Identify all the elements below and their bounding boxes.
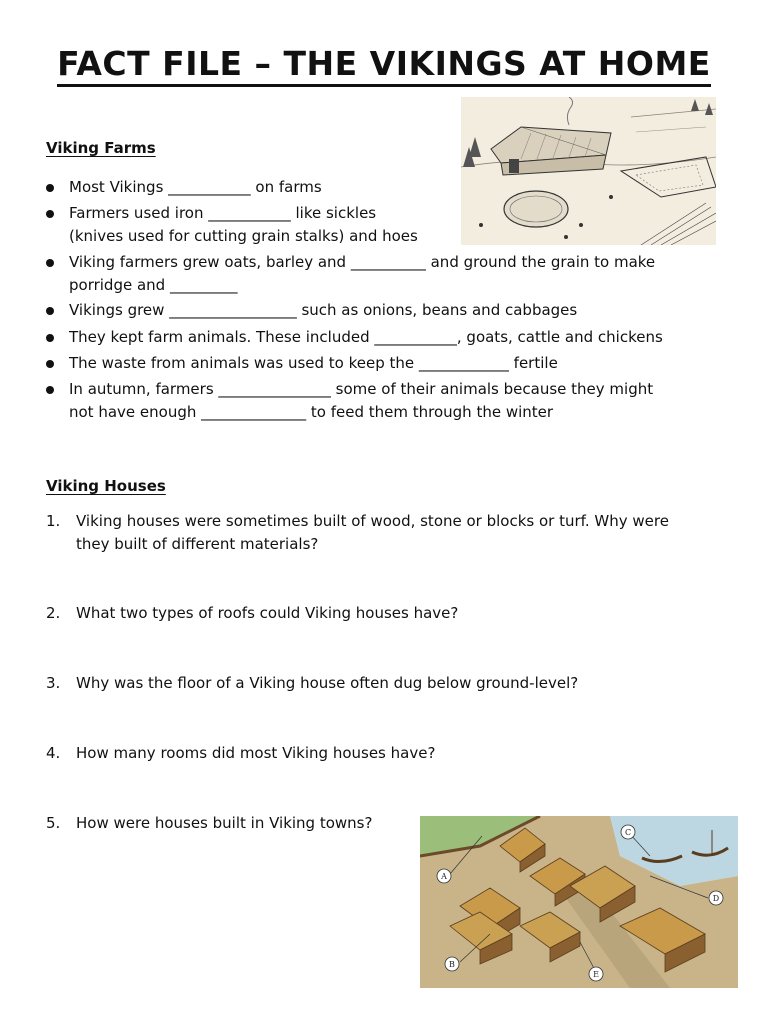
question-2: What two types of roofs could Viking houses have? — [76, 604, 459, 622]
farms-heading: Viking Farms — [46, 139, 156, 157]
bullet-dot — [46, 259, 54, 267]
farm-fact-2-cont: (knives used for cutting grain stalks) and hoes — [69, 227, 418, 245]
question-3: Why was the floor of a Viking house often dug below ground-level? — [76, 674, 579, 692]
farm-fact-3-cont: porridge and _________ — [69, 276, 238, 294]
question-1: Viking houses were sometimes built of wood, stone or blocks or turf. Why were — [76, 512, 669, 530]
farm-fact-3: Viking farmers grew oats, barley and __________ and ground the grain to make — [69, 253, 656, 271]
farm-fact-6: The waste from animals was used to keep the ____________ fertile — [69, 354, 558, 372]
town-label-c: C — [624, 828, 632, 837]
question-5: How were houses built in Viking towns? — [76, 814, 373, 832]
bullet-dot — [46, 386, 54, 394]
farm-fact-2: Farmers used iron ___________ like sickles — [69, 204, 377, 222]
viking-town-illustration — [420, 816, 738, 988]
question-4: How many rooms did most Viking houses have? — [76, 744, 436, 762]
bullet-dot — [46, 210, 54, 218]
houses-heading: Viking Houses — [46, 477, 166, 495]
farm-fact-1: Most Vikings ___________ on farms — [69, 178, 322, 196]
farm-fact-7-cont: not have enough ______________ to feed them through the winter — [69, 403, 554, 421]
page-title: FACT FILE – THE VIKINGS AT HOME — [0, 44, 768, 83]
town-label-a: A — [441, 872, 447, 881]
town-label-b: B — [449, 960, 455, 969]
farm-fact-7: In autumn, farmers _______________ some of their animals because they might — [69, 380, 654, 398]
question-number: 5. — [46, 814, 61, 832]
town-label-e: E — [593, 970, 599, 979]
question-number: 3. — [46, 674, 61, 692]
farm-fact-5: They kept farm animals. These included ___________, goats, cattle and chickens — [69, 328, 663, 346]
farm-fact-4: Vikings grew _________________ such as onions, beans and cabbages — [69, 301, 578, 319]
town-label-d: D — [712, 894, 720, 903]
bullet-dot — [46, 307, 54, 315]
question-number: 1. — [46, 512, 61, 530]
question-1-cont: they built of different materials? — [76, 535, 319, 553]
question-number: 2. — [46, 604, 61, 622]
viking-farm-illustration — [461, 97, 716, 245]
bullet-dot — [46, 184, 54, 192]
question-number: 4. — [46, 744, 61, 762]
bullet-dot — [46, 334, 54, 342]
bullet-dot — [46, 360, 54, 368]
